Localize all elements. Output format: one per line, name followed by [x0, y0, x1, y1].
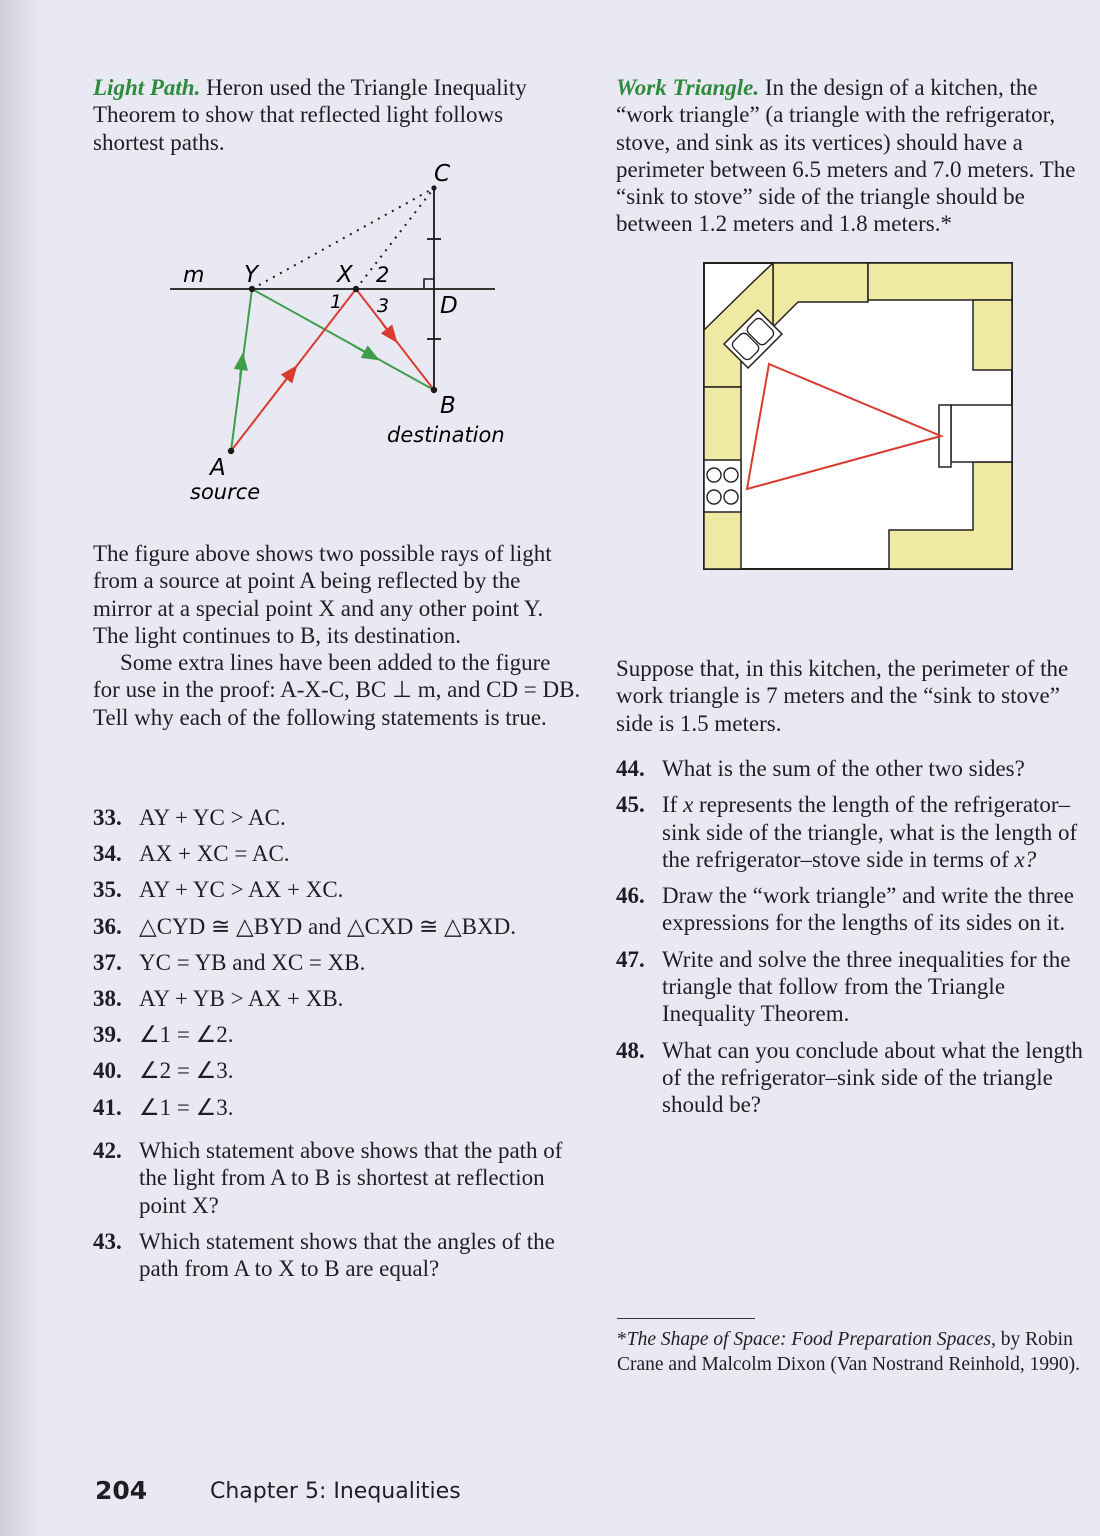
- exercise-44: 44. What is the sum of the other two sides?: [616, 756, 1025, 781]
- light-path-intro: [93, 74, 573, 156]
- light-path-figure: [150, 155, 520, 515]
- page-number: 204: [95, 1476, 148, 1505]
- exercise-45: 45. If x represents the length of the refrigerator–sink side of the triangle, what is the length of the refrigerator–stove side in terms of x?: [616, 792, 1078, 872]
- label-angle-1: 1: [330, 291, 343, 313]
- kitchen-floor-plan: [703, 262, 1015, 574]
- exercise-33: 33. AY + YC > AC.: [93, 805, 286, 830]
- label-y: Y: [244, 262, 259, 288]
- exercise-42: 42. Which statement above shows that the path of the light from A to B is shortest at reflection point X?: [93, 1138, 563, 1218]
- work-triangle-heading: Work Triangle.: [616, 75, 760, 100]
- footnote: *The Shape of Space: Food Preparation Spaces, by Robin Crane and Malcolm Dixon (Van Nostrand Reinhold, 1990).: [617, 1329, 1081, 1375]
- label-x: X: [337, 262, 353, 288]
- exercise-38: 38. AY + YB > AX + XB.: [93, 986, 344, 1012]
- right-column: [616, 74, 1098, 238]
- red-arrow-xb: [382, 323, 392, 336]
- counter-right-upper: [973, 300, 1012, 370]
- counter-top-right: [868, 263, 1012, 300]
- figure-description: The figure above shows two possible rays of light from a source at point A being reflected by the mirror at a special point X and any other point Y. The light continues to B, its destination.: [93, 541, 552, 648]
- exercise-list-42-43: [93, 1137, 573, 1282]
- exercise-43: 43. Which statement shows that the angles of the path from A to X to B are equal?: [93, 1228, 555, 1282]
- label-a: A: [210, 455, 226, 481]
- exercise-36: 36. △CYD ≅ △BYD and △CXD ≅ △BXD.: [93, 913, 516, 939]
- right-angle-mark: [424, 279, 434, 289]
- refrigerator: [939, 405, 1012, 467]
- work-triangle-intro-text: In the design of a kitchen, the “work triangle” (a triangle with the refrigerator, stove, and sink as its vertices) should have a perimeter between 6.5 meters and 7.0 meters. The “sink to stove” side of the triangle should be between 1.2 meters and 1.8 meters.*: [616, 75, 1076, 237]
- light-path-heading: Light Path.: [93, 75, 201, 100]
- exercise-39: 39. ∠1 = ∠2.: [93, 1022, 234, 1048]
- right-column-body: [616, 655, 1100, 737]
- label-d: D: [440, 293, 458, 319]
- exercise-46: 46. Draw the “work triangle” and write the three expressions for the lengths of its sides on it.: [616, 883, 1074, 936]
- label-m: m: [183, 263, 205, 288]
- light-path-intro-text: Heron used the Triangle Inequality Theorem to show that reflected light follows shortest paths.: [93, 75, 527, 155]
- exercise-35: 35. AY + YC > AX + XC.: [93, 877, 344, 903]
- chapter-title: Chapter 5: Inequalities: [210, 1479, 461, 1504]
- footnote-book-title: The Shape of Space: Food Preparation Spaces,: [626, 1329, 996, 1350]
- left-column: [93, 74, 573, 156]
- left-column-body: [93, 540, 583, 731]
- point-a: [228, 448, 234, 454]
- exercise-40: 40. ∠2 = ∠3.: [93, 1058, 234, 1084]
- proof-setup: Some extra lines have been added to the figure for use in the proof: A-X-C, BC ⊥ m, and CD = DB. Tell why each of the following statements is true.: [93, 650, 581, 730]
- green-arrow-yb: [354, 346, 372, 356]
- kitchen-supposition: Suppose that, in this kitchen, the perimeter of the work triangle is 7 meters and the “sink to stove” side is 1.5 meters.: [616, 656, 1069, 736]
- exercise-47: 47. Write and solve the three inequalities for the triangle that follow from the Triangle Inequality Theorem.: [616, 946, 1071, 1027]
- exercise-48: 48. What can you conclude about what the length of the refrigerator–sink side of the triangle should be?: [616, 1037, 1083, 1118]
- stove: [704, 460, 741, 512]
- work-triangle-intro: [616, 74, 1098, 238]
- page-binding-shadow: [0, 0, 40, 1536]
- label-destination: destination: [387, 423, 505, 447]
- label-source: source: [190, 480, 261, 504]
- label-angle-3: 3: [377, 295, 390, 317]
- exercise-34: 34. AX + XC = AC.: [93, 841, 290, 867]
- dotted-xc: [356, 188, 434, 289]
- exercise-37: 37. YC = YB and XC = XB.: [93, 949, 366, 975]
- footnote-rule: [617, 1318, 755, 1319]
- exercise-41: 41. ∠1 = ∠3.: [93, 1094, 234, 1120]
- point-x: [353, 286, 359, 292]
- label-c: C: [434, 161, 451, 187]
- red-arrow-ax: [278, 372, 292, 390]
- label-b: B: [440, 393, 456, 419]
- label-angle-2: 2: [376, 263, 390, 287]
- point-b: [431, 387, 437, 393]
- exercise-list-33-41: [93, 800, 573, 1126]
- exercise-list-44-48: [616, 755, 1100, 1119]
